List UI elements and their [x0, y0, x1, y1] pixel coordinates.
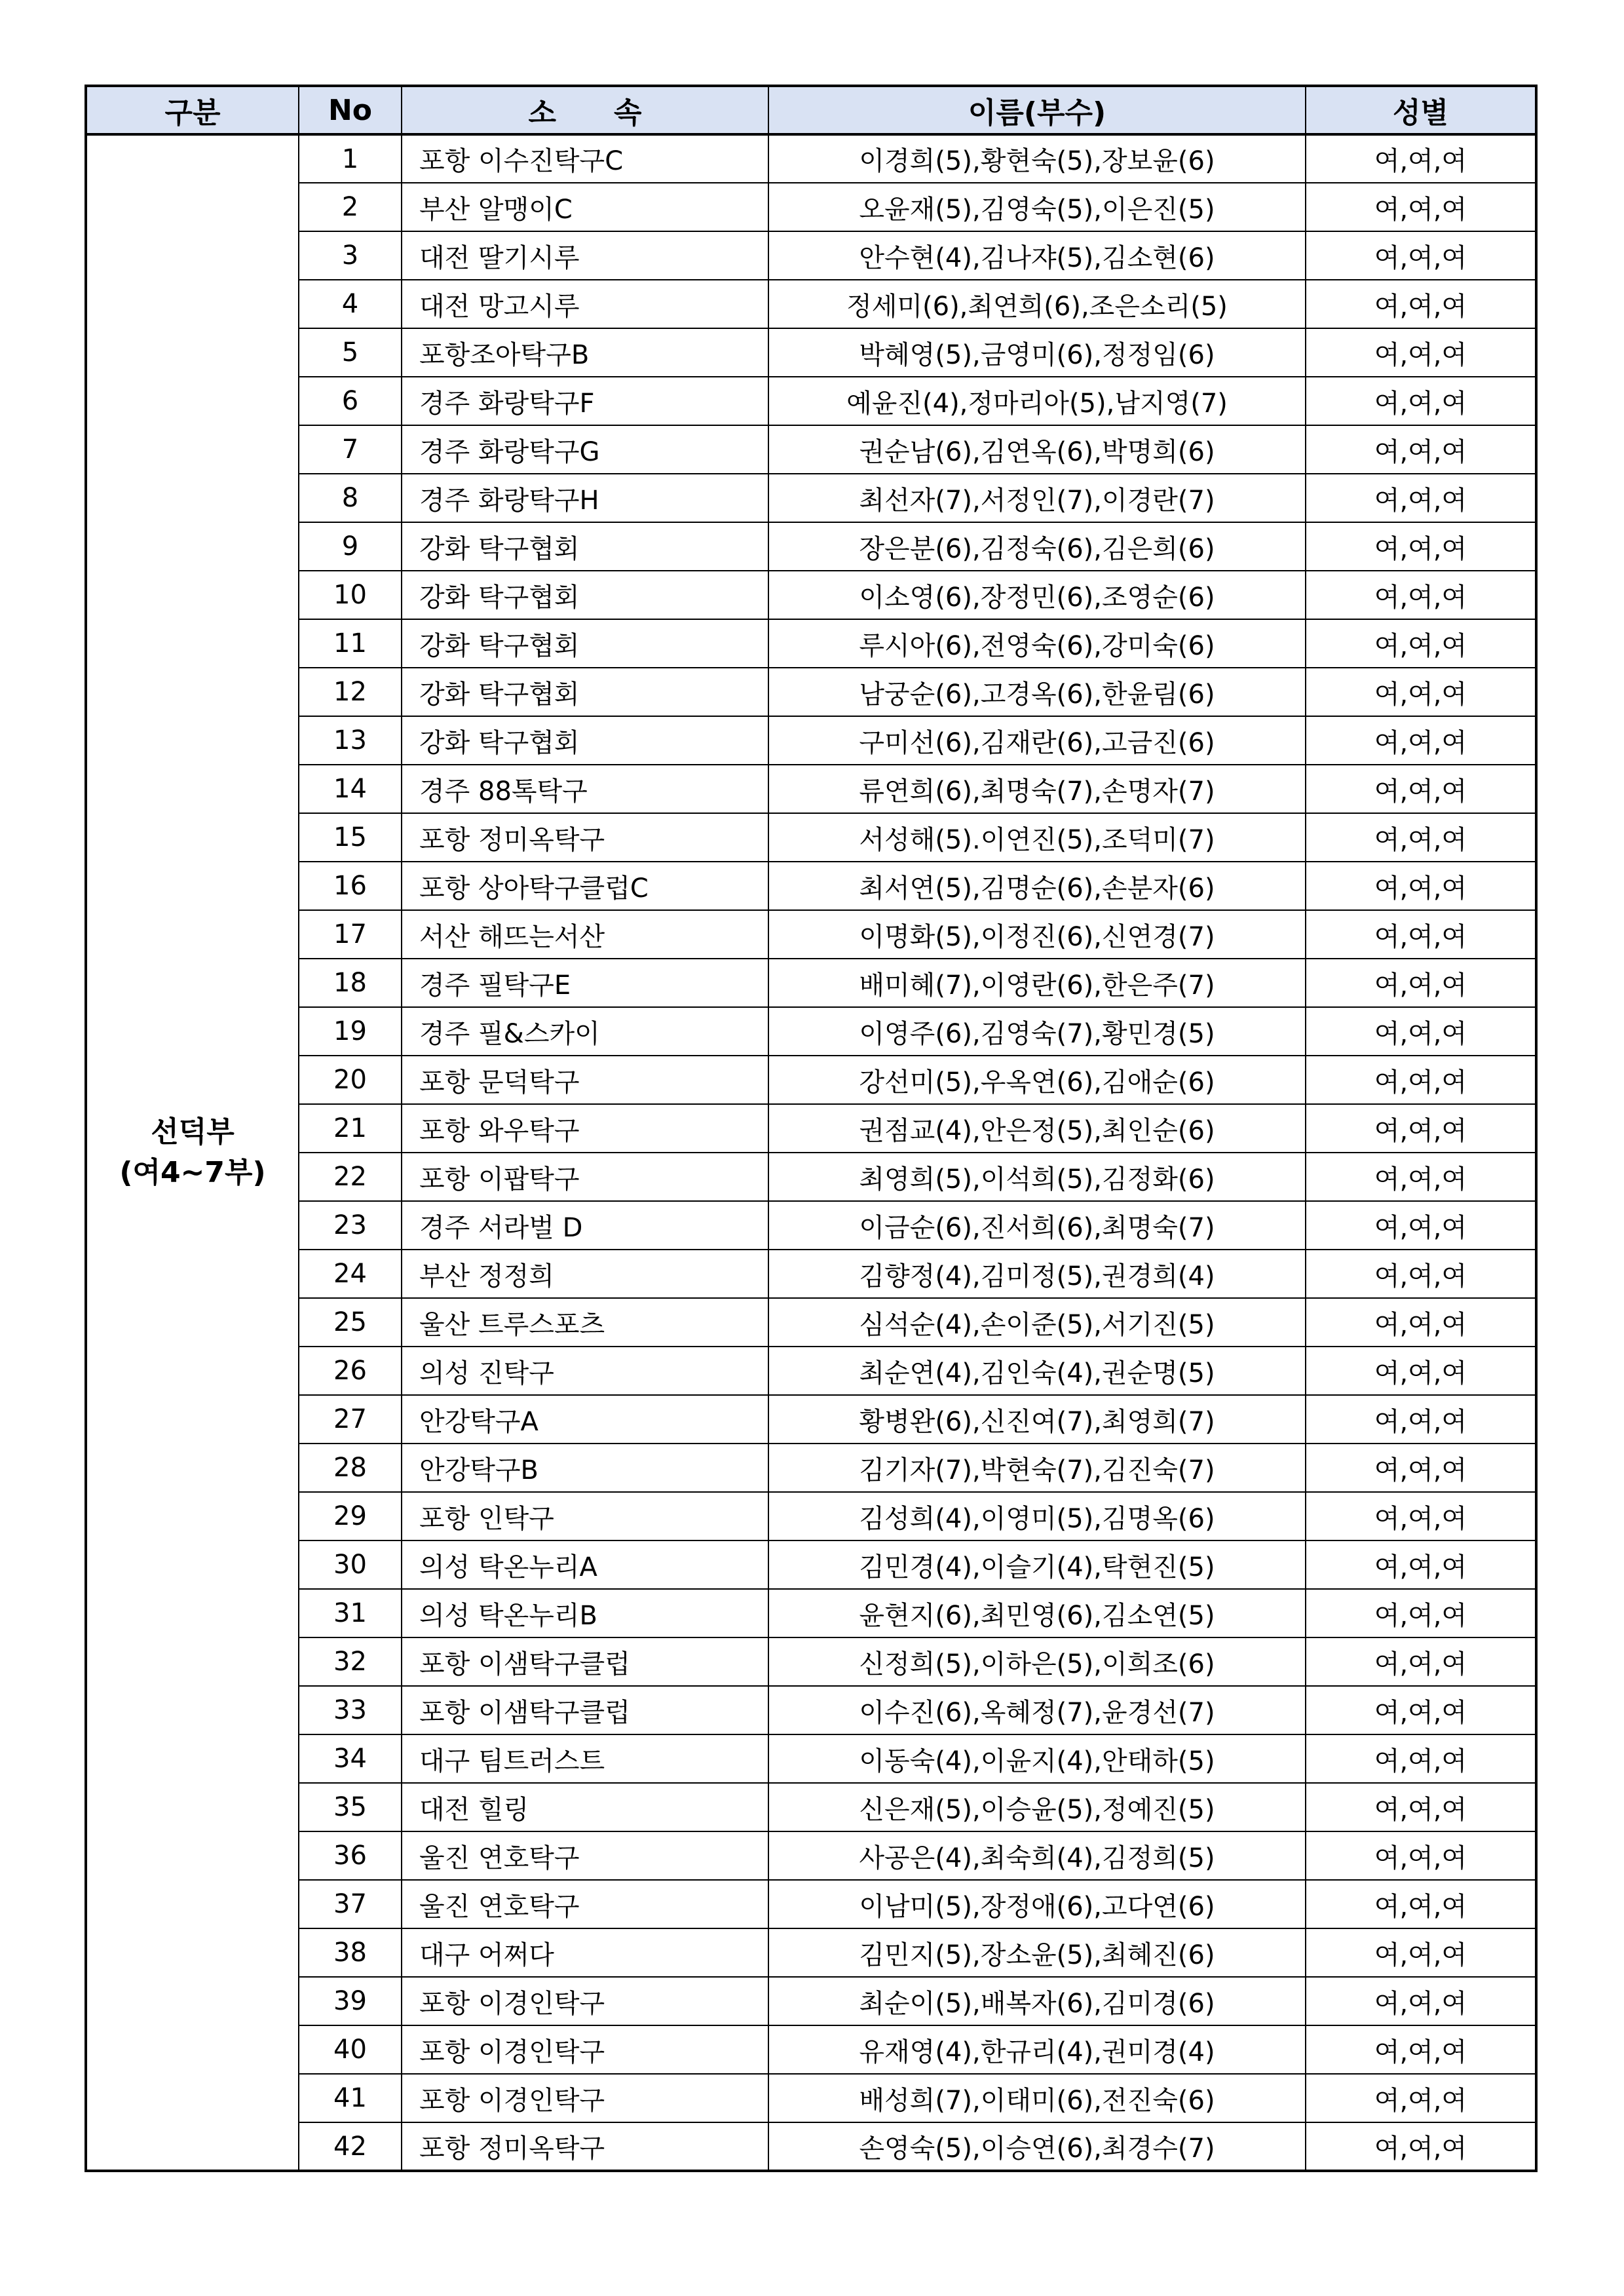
- club-name: 포항 정미옥탁구: [402, 2122, 768, 2171]
- player-names: 사공은(4),최숙희(4),김정희(5): [768, 1831, 1306, 1880]
- row-number: 10: [299, 571, 402, 619]
- player-names: 김민경(4),이슬기(4),탁현진(5): [768, 1540, 1306, 1589]
- row-number: 35: [299, 1783, 402, 1831]
- player-names: 장은분(6),김정숙(6),김은희(6): [768, 522, 1306, 571]
- table-row: [86, 1831, 1536, 1880]
- player-names: 권순남(6),김연옥(6),박명희(6): [768, 425, 1306, 474]
- player-genders: 여,여,여: [1306, 2122, 1536, 2171]
- table-row: [86, 1250, 1536, 1298]
- player-genders: 여,여,여: [1306, 1540, 1536, 1589]
- player-genders: 여,여,여: [1306, 1250, 1536, 1298]
- player-names: 최영희(5),이석희(5),김정화(6): [768, 1153, 1306, 1201]
- club-name: 포항 와우탁구: [402, 1104, 768, 1153]
- entry-table: [85, 85, 1538, 2172]
- club-name: 의성 진탁구: [402, 1347, 768, 1395]
- table-row: [86, 1637, 1536, 1686]
- table-row: [86, 2074, 1536, 2122]
- division-cell: [86, 134, 299, 2171]
- club-name: 부산 정정희: [402, 1250, 768, 1298]
- player-genders: 여,여,여: [1306, 1395, 1536, 1444]
- player-genders: 여,여,여: [1306, 619, 1536, 668]
- row-number: 36: [299, 1831, 402, 1880]
- club-name: 울산 트루스포츠: [402, 1298, 768, 1347]
- player-names: 권점교(4),안은정(5),최인순(6): [768, 1104, 1306, 1153]
- player-genders: 여,여,여: [1306, 1347, 1536, 1395]
- player-genders: 여,여,여: [1306, 134, 1536, 183]
- player-names: 최순연(4),김인숙(4),권순명(5): [768, 1347, 1306, 1395]
- table-row: [86, 134, 1536, 183]
- player-genders: 여,여,여: [1306, 1201, 1536, 1250]
- player-names: 김성희(4),이영미(5),김명옥(6): [768, 1492, 1306, 1540]
- club-name: 포항 이경인탁구: [402, 1977, 768, 2025]
- row-number: 8: [299, 474, 402, 522]
- table-row: [86, 571, 1536, 619]
- entry-list-sheet: [85, 85, 1535, 2172]
- row-number: 14: [299, 765, 402, 813]
- club-name: 포항 문덕탁구: [402, 1056, 768, 1104]
- player-names: 안수현(4),김나쟈(5),김소현(6): [768, 231, 1306, 280]
- table-row: [86, 1977, 1536, 2025]
- player-genders: 여,여,여: [1306, 1298, 1536, 1347]
- player-genders: 여,여,여: [1306, 1104, 1536, 1153]
- row-number: 7: [299, 425, 402, 474]
- player-names: 배미혜(7),이영란(6),한은주(7): [768, 959, 1306, 1007]
- club-name: 포항 이경인탁구: [402, 2074, 768, 2122]
- player-genders: 여,여,여: [1306, 425, 1536, 474]
- row-number: 17: [299, 910, 402, 959]
- player-genders: 여,여,여: [1306, 280, 1536, 328]
- player-names: 김향정(4),김미정(5),권경희(4): [768, 1250, 1306, 1298]
- table-row: [86, 1104, 1536, 1153]
- club-name: 서산 해뜨는서산: [402, 910, 768, 959]
- table-row: [86, 1444, 1536, 1492]
- player-genders: 여,여,여: [1306, 1153, 1536, 1201]
- row-number: 39: [299, 1977, 402, 2025]
- row-number: 38: [299, 1928, 402, 1977]
- table-row: [86, 425, 1536, 474]
- player-genders: 여,여,여: [1306, 1686, 1536, 1734]
- club-name: 포항 이샘탁구클럽: [402, 1686, 768, 1734]
- row-number: 32: [299, 1637, 402, 1686]
- row-number: 21: [299, 1104, 402, 1153]
- row-number: 41: [299, 2074, 402, 2122]
- row-number: 37: [299, 1880, 402, 1928]
- player-names: 이명화(5),이정진(6),신연경(7): [768, 910, 1306, 959]
- player-genders: 여,여,여: [1306, 1007, 1536, 1056]
- row-number: 24: [299, 1250, 402, 1298]
- player-names: 구미선(6),김재란(6),고금진(6): [768, 716, 1306, 765]
- table-row: [86, 183, 1536, 231]
- header-names: 이름(부수): [768, 86, 1306, 134]
- row-number: 27: [299, 1395, 402, 1444]
- player-genders: 여,여,여: [1306, 1928, 1536, 1977]
- table-row: [86, 377, 1536, 425]
- row-number: 2: [299, 183, 402, 231]
- row-number: 16: [299, 862, 402, 910]
- club-name: 강화 탁구협회: [402, 668, 768, 716]
- table-row: [86, 1783, 1536, 1831]
- row-number: 29: [299, 1492, 402, 1540]
- row-number: 18: [299, 959, 402, 1007]
- table-row: [86, 2122, 1536, 2171]
- player-genders: 여,여,여: [1306, 1056, 1536, 1104]
- row-number: 25: [299, 1298, 402, 1347]
- club-name: 경주 필&스카이: [402, 1007, 768, 1056]
- club-name: 포항 이팝탁구: [402, 1153, 768, 1201]
- club-name: 대전 딸기시루: [402, 231, 768, 280]
- player-genders: 여,여,여: [1306, 183, 1536, 231]
- header-division: 구분: [86, 86, 299, 134]
- table-row: [86, 1880, 1536, 1928]
- player-names: 심석순(4),손이준(5),서기진(5): [768, 1298, 1306, 1347]
- club-name: 경주 서라벌 D: [402, 1201, 768, 1250]
- table-row: [86, 1201, 1536, 1250]
- row-number: 28: [299, 1444, 402, 1492]
- player-names: 최선자(7),서정인(7),이경란(7): [768, 474, 1306, 522]
- table-row: [86, 1347, 1536, 1395]
- player-genders: 여,여,여: [1306, 910, 1536, 959]
- player-names: 윤현지(6),최민영(6),김소연(5): [768, 1589, 1306, 1637]
- player-names: 이동숙(4),이윤지(4),안태하(5): [768, 1734, 1306, 1783]
- table-row: [86, 231, 1536, 280]
- player-genders: 여,여,여: [1306, 377, 1536, 425]
- club-name: 대구 팀트러스트: [402, 1734, 768, 1783]
- club-name: 경주 88톡탁구: [402, 765, 768, 813]
- club-name: 의성 탁온누리B: [402, 1589, 768, 1637]
- player-genders: 여,여,여: [1306, 668, 1536, 716]
- row-number: 4: [299, 280, 402, 328]
- player-genders: 여,여,여: [1306, 571, 1536, 619]
- club-name: 안강탁구B: [402, 1444, 768, 1492]
- header-club: 소 속: [402, 86, 768, 134]
- club-name: 강화 탁구협회: [402, 716, 768, 765]
- player-names: 김기자(7),박현숙(7),김진숙(7): [768, 1444, 1306, 1492]
- row-number: 6: [299, 377, 402, 425]
- table-row: [86, 1928, 1536, 1977]
- club-name: 포항 이수진탁구C: [402, 134, 768, 183]
- player-genders: 여,여,여: [1306, 1831, 1536, 1880]
- player-genders: 여,여,여: [1306, 1444, 1536, 1492]
- player-genders: 여,여,여: [1306, 862, 1536, 910]
- table-row: [86, 1686, 1536, 1734]
- table-row: [86, 1007, 1536, 1056]
- player-names: 예윤진(4),정마리아(5),남지영(7): [768, 377, 1306, 425]
- player-genders: 여,여,여: [1306, 231, 1536, 280]
- player-genders: 여,여,여: [1306, 1977, 1536, 2025]
- player-names: 정세미(6),최연희(6),조은소리(5): [768, 280, 1306, 328]
- table-row: [86, 1298, 1536, 1347]
- player-names: 황병완(6),신진여(7),최영희(7): [768, 1395, 1306, 1444]
- row-number: 40: [299, 2025, 402, 2074]
- table-row: [86, 813, 1536, 862]
- club-name: 포항조아탁구B: [402, 328, 768, 377]
- table-row: [86, 1153, 1536, 1201]
- player-names: 이경희(5),황현숙(5),장보윤(6): [768, 134, 1306, 183]
- club-name: 대구 어쩌다: [402, 1928, 768, 1977]
- table-row: [86, 474, 1536, 522]
- header-row: [86, 86, 1536, 134]
- table-row: [86, 1589, 1536, 1637]
- player-genders: 여,여,여: [1306, 765, 1536, 813]
- table-row: [86, 1734, 1536, 1783]
- club-name: 포항 상아탁구클럽C: [402, 862, 768, 910]
- club-name: 강화 탁구협회: [402, 522, 768, 571]
- player-genders: 여,여,여: [1306, 1734, 1536, 1783]
- player-names: 신은재(5),이승윤(5),정예진(5): [768, 1783, 1306, 1831]
- row-number: 1: [299, 134, 402, 183]
- player-genders: 여,여,여: [1306, 328, 1536, 377]
- player-names: 손영숙(5),이승연(6),최경수(7): [768, 2122, 1306, 2171]
- division-name: 선덕부: [151, 1115, 235, 1149]
- division-range: (여4~7부): [119, 1156, 266, 1189]
- player-genders: 여,여,여: [1306, 1880, 1536, 1928]
- row-number: 42: [299, 2122, 402, 2171]
- player-genders: 여,여,여: [1306, 1492, 1536, 1540]
- player-genders: 여,여,여: [1306, 813, 1536, 862]
- player-names: 서성해(5).이연진(5),조덕미(7): [768, 813, 1306, 862]
- player-genders: 여,여,여: [1306, 1783, 1536, 1831]
- table-row: [86, 668, 1536, 716]
- table-row: [86, 2025, 1536, 2074]
- player-names: 류연희(6),최명숙(7),손명자(7): [768, 765, 1306, 813]
- player-genders: 여,여,여: [1306, 1589, 1536, 1637]
- club-name: 포항 정미옥탁구: [402, 813, 768, 862]
- player-names: 배성희(7),이태미(6),전진숙(6): [768, 2074, 1306, 2122]
- row-number: 13: [299, 716, 402, 765]
- club-name: 강화 탁구협회: [402, 571, 768, 619]
- player-names: 김민지(5),장소윤(5),최혜진(6): [768, 1928, 1306, 1977]
- player-names: 최서연(5),김명순(6),손분자(6): [768, 862, 1306, 910]
- header-no: No: [299, 86, 402, 134]
- player-names: 루시아(6),전영숙(6),강미숙(6): [768, 619, 1306, 668]
- row-number: 3: [299, 231, 402, 280]
- row-number: 11: [299, 619, 402, 668]
- table-row: [86, 862, 1536, 910]
- player-names: 강선미(5),우옥연(6),김애순(6): [768, 1056, 1306, 1104]
- table-row: [86, 1492, 1536, 1540]
- player-genders: 여,여,여: [1306, 1637, 1536, 1686]
- row-number: 22: [299, 1153, 402, 1201]
- player-names: 남궁순(6),고경옥(6),한윤림(6): [768, 668, 1306, 716]
- player-names: 이소영(6),장정민(6),조영순(6): [768, 571, 1306, 619]
- club-name: 포항 이샘탁구클럽: [402, 1637, 768, 1686]
- row-number: 30: [299, 1540, 402, 1589]
- player-names: 이금순(6),진서희(6),최명숙(7): [768, 1201, 1306, 1250]
- club-name: 울진 연호탁구: [402, 1880, 768, 1928]
- club-name: 부산 알맹이C: [402, 183, 768, 231]
- club-name: 경주 화랑탁구G: [402, 425, 768, 474]
- club-name: 안강탁구A: [402, 1395, 768, 1444]
- row-number: 23: [299, 1201, 402, 1250]
- player-names: 오윤재(5),김영숙(5),이은진(5): [768, 183, 1306, 231]
- club-name: 경주 필탁구E: [402, 959, 768, 1007]
- club-name: 울진 연호탁구: [402, 1831, 768, 1880]
- player-names: 박혜영(5),금영미(6),정정임(6): [768, 328, 1306, 377]
- entry-rows: [86, 134, 1536, 2171]
- table-row: [86, 522, 1536, 571]
- table-row: [86, 1395, 1536, 1444]
- player-genders: 여,여,여: [1306, 522, 1536, 571]
- header-gender: 성별: [1306, 86, 1536, 134]
- table-row: [86, 959, 1536, 1007]
- club-name: 의성 탁온누리A: [402, 1540, 768, 1589]
- player-genders: 여,여,여: [1306, 2025, 1536, 2074]
- club-name: 대전 망고시루: [402, 280, 768, 328]
- player-genders: 여,여,여: [1306, 959, 1536, 1007]
- player-names: 최순이(5),배복자(6),김미경(6): [768, 1977, 1306, 2025]
- club-name: 강화 탁구협회: [402, 619, 768, 668]
- table-row: [86, 280, 1536, 328]
- player-names: 이남미(5),장정애(6),고다연(6): [768, 1880, 1306, 1928]
- row-number: 20: [299, 1056, 402, 1104]
- table-row: [86, 328, 1536, 377]
- club-name: 포항 인탁구: [402, 1492, 768, 1540]
- player-names: 유재영(4),한규리(4),권미경(4): [768, 2025, 1306, 2074]
- player-genders: 여,여,여: [1306, 2074, 1536, 2122]
- row-number: 5: [299, 328, 402, 377]
- row-number: 33: [299, 1686, 402, 1734]
- player-names: 이수진(6),옥혜정(7),윤경선(7): [768, 1686, 1306, 1734]
- table-row: [86, 716, 1536, 765]
- player-names: 신정희(5),이하은(5),이희조(6): [768, 1637, 1306, 1686]
- table-row: [86, 1540, 1536, 1589]
- player-genders: 여,여,여: [1306, 716, 1536, 765]
- row-number: 34: [299, 1734, 402, 1783]
- player-names: 이영주(6),김영숙(7),황민경(5): [768, 1007, 1306, 1056]
- row-number: 9: [299, 522, 402, 571]
- club-name: 포항 이경인탁구: [402, 2025, 768, 2074]
- row-number: 26: [299, 1347, 402, 1395]
- table-row: [86, 910, 1536, 959]
- club-name: 경주 화랑탁구F: [402, 377, 768, 425]
- table-row: [86, 765, 1536, 813]
- club-name: 대전 힐링: [402, 1783, 768, 1831]
- table-row: [86, 1056, 1536, 1104]
- club-name: 경주 화랑탁구H: [402, 474, 768, 522]
- row-number: 12: [299, 668, 402, 716]
- row-number: 15: [299, 813, 402, 862]
- row-number: 19: [299, 1007, 402, 1056]
- player-genders: 여,여,여: [1306, 474, 1536, 522]
- table-row: [86, 619, 1536, 668]
- row-number: 31: [299, 1589, 402, 1637]
